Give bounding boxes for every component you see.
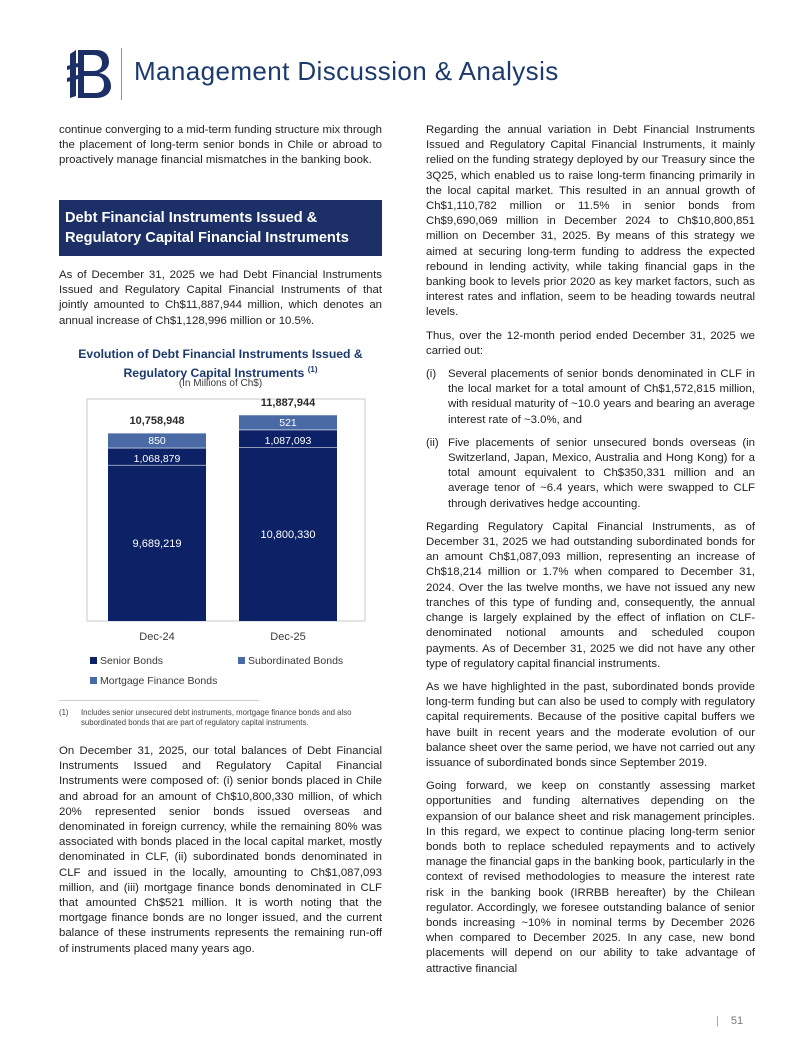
list-item-marker: (i) [426, 368, 437, 381]
page-number: 51 [730, 1015, 744, 1027]
data-label-subordinated: 1,068,879 [133, 453, 181, 466]
page-title: Management Discussion & Analysis [134, 56, 559, 86]
data-label-subordinated: 1,087,093 [264, 434, 312, 447]
legend-label: Mortgage Finance Bonds [100, 675, 218, 687]
left-column-p2 [59, 268, 382, 337]
right-paragraph-5: Going forward, we keep on constantly assessing market opportunities and funding alternatives depending on the expansion of our balance sheet and risk management principles. In this regard, we expect to continue placing long-term senior bonds both to replace scheduled repayments and to actively manage the financial gaps in the banking book, particularly in the context of revised methodologies to measure the interest rate risk in the banking book (IRRBB hereafter) by the Chilean regulator. Accordingly, we foresee outstanding balance of senior bonds increasing ~10% in nominal terms by December 2026 when compared to December 2025. In any case, new bond placements will depend on our ability to take advantage of attractive financial [426, 780, 755, 975]
legend-swatch [90, 657, 97, 664]
list-item-text: Several placements of senior bonds denominated in CLF in the local market for a total amount of Ch$1,572,815 million, with residual maturity of ~10.0 years and bearing an average interest rate of ~3.0%, and [448, 368, 755, 426]
chart-title-line-1: Evolution of Debt Financial Instruments Issued & [78, 347, 363, 361]
right-paragraph-3: Regarding Regulatory Capital Financial Instruments, as of December 31, 2025 we had outstanding subordinated bonds for an amount Ch$1,087,093 million, representing an increase of Ch$18,214 million or 1.7% when compared to December 31, 2024. Over the las twelve months, we have not issued any new tranches of this type of funding and, consequently, the annual change is largely explained by the effect of inflation on CLF-denominated notional amounts and scheduled coupon payments. As of December 31, 2025 we did not have any other type of regulatory capital financial instruments. [426, 520, 755, 670]
right-column [426, 123, 755, 985]
bank-logo-icon [66, 48, 112, 100]
left-paragraph-2: As of December 31, 2025 we had Debt Financial Instruments Issued and Regulatory Capital Financial Instruments of that jointly amounted to Ch$11,887,944 million, which denotes an annual increase of Ch$1,128,996 million or 10.5%. [59, 269, 382, 327]
list-item-marker: (ii) [426, 436, 439, 449]
legend-label: Subordinated Bonds [248, 655, 344, 667]
legend-swatch [90, 677, 97, 684]
section-heading [59, 200, 382, 256]
footnote-text: Includes senior unsecured debt instruments, mortgage finance bonds and also subordinated bonds that are part of regulatory capital instruments. [81, 708, 352, 727]
section-heading-line-1: Debt Financial Instruments Issued & [65, 210, 318, 226]
data-label-mortgage: 521 [279, 416, 297, 429]
left-column-p3 [59, 744, 382, 965]
footnote-mark: (1) [59, 708, 69, 717]
legend-label: Senior Bonds [100, 655, 164, 667]
left-paragraph-3: On December 31, 2025, our total balances of Debt Financial Instruments Issued and Regulatory Capital Financial Instruments were composed of: (i) senior bonds placed in Chile and abroad for an amount of Ch$10,800,330 million, of which 20% represented senior bonds issued overseas and denominated in foreign currency, while the remaining 80% was associated with bonds placed in the local capital market, mostly denominated in CLF, (ii) subordinated bonds denominated in CLF and issued in the locally, amounting to Ch$1,087,093 million, and (iii) mortgage finance bonds denominated in CLF that amounted Ch$521 million. It is worth noting that the mortgage finance bonds are no longer issued, and the current balance of these instruments represents the remaining run-off of instruments placed many years ago. [59, 745, 382, 955]
section-heading-line-2: Regulatory Capital Financial Instruments [65, 230, 349, 246]
page-header [66, 44, 766, 102]
data-label-total: 11,887,944 [260, 398, 316, 409]
right-paragraph-1: Regarding the annual variation in Debt Financial Instruments Issued and Regulatory Capital Financial Instruments, it mainly relied on the funding strategy deployed by our Treasury since the 3Q25, which enabled us to raise long-term financing primarily in the local capital market. This resulted in an annual growth of Ch$1,110,782 million or 11.5% in senior bonds from Ch$9,690,069 million in December 2024 to Ch$10,800,851 million on December 31, 2025. By means of this strategy we aimed at securing long-term funding to address the expected rebound in lending activity, while taking financial gaps in the banking book to levels prior 2020 as key market factors, such as interest rates and inflation, seem to be heading towards neutral levels. [426, 124, 755, 319]
chart-subtitle: (In Millions of Ch$) [178, 378, 263, 389]
chart-footnote [59, 708, 382, 728]
chart-title-footnote-mark: (1) [307, 365, 318, 374]
stacked-bar-chart [86, 398, 366, 693]
data-label-total: 10,758,948 [129, 415, 185, 428]
right-paragraph-4: As we have highlighted in the past, subordinated bonds provide long-term funding but can also be used to comply with regulatory capital requirements. Because of the positive capital buffers we have built in recent years and the moderate evolution of our balance sheet over the same period, we have not carried out any issuance of subordinated bonds since September 2019. [426, 680, 755, 769]
header-divider [121, 48, 122, 100]
right-paragraph-2: Thus, over the 12-month period ended December 31, 2025 we carried out: [426, 329, 755, 357]
list-item [426, 367, 755, 428]
footer-separator: | [716, 1015, 719, 1027]
page-footer [716, 1015, 743, 1027]
list-item-text: Five placements of senior unsecured bonds overseas (in Switzerland, Japan, Mexico, Australia and Hong Kong) for a total amount equivalent to Ch$350,331 million and an average tenor of ~6.4 years, which were swapped to CLF through derivatives hedge accounting. [448, 436, 755, 510]
x-tick-label: Dec-24 [139, 631, 175, 643]
data-label-senior: 10,800,330 [260, 529, 316, 542]
legend-swatch [238, 657, 245, 664]
footnote-divider [59, 700, 259, 701]
x-tick-label: Dec-25 [270, 631, 306, 643]
chart-title [59, 346, 382, 381]
data-label-senior: 9,689,219 [132, 538, 182, 551]
left-column-intro [59, 123, 382, 177]
chart-title-line-2: Regulatory Capital Instruments [123, 366, 305, 381]
list-item [426, 436, 755, 512]
data-label-mortgage: 850 [148, 435, 166, 448]
left-paragraph-1: continue converging to a mid-term funding structure mix through the placement of long-term senior bonds in Chile or abroad to proactively manage financial mismatches in the banking book. [59, 124, 382, 167]
